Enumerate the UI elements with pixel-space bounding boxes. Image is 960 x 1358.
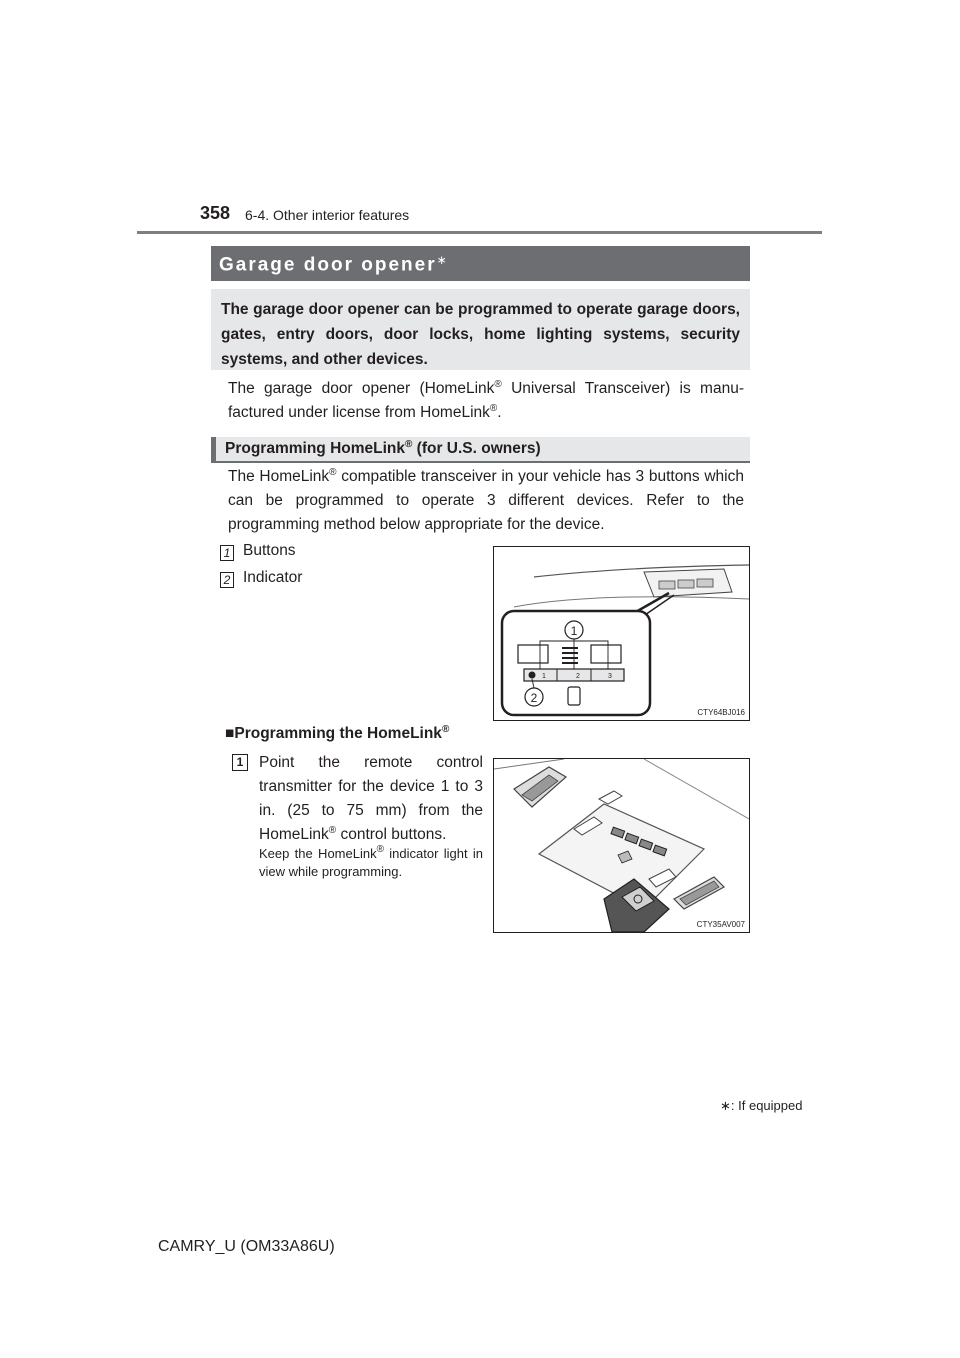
registered-mark: ®: [489, 403, 498, 414]
page-title: Garage door opener: [219, 254, 437, 276]
page-number: 358: [200, 203, 231, 223]
programming-subheading-text: Programming the HomeLink: [234, 725, 442, 742]
remote-programming-figure: [493, 758, 750, 933]
step-text-1: Point the remote control transmitter for the device 1 to 3 in. (25 to 75 mm) from the HomeLink: [259, 754, 483, 843]
intro-summary: The garage door opener can be programmed to operate garage doors, gates, entry doors, door locks, home lighting systems, security systems, and other devices.: [211, 289, 750, 370]
figure-callout-2: 2: [530, 691, 538, 705]
footnote-text: : If equipped: [730, 1098, 803, 1113]
figure-code: CTY35AV007: [696, 920, 745, 929]
figure-callout-1: 1: [570, 624, 578, 638]
callout-number: 2: [220, 572, 234, 588]
registered-mark: ®: [328, 825, 337, 836]
homelink-buttons-illustration: [494, 547, 749, 720]
programming-heading: [211, 437, 750, 463]
step-note-text-1: Keep the HomeLink: [259, 846, 377, 861]
callout-number: 1: [220, 545, 234, 561]
callout-label: Buttons: [243, 542, 296, 559]
footnote: [720, 1098, 802, 1114]
button-label-3: 3: [608, 673, 612, 680]
license-paragraph: [228, 377, 744, 425]
license-text-2: Universal Transceiver) is manu-factured under license from HomeLink: [228, 380, 744, 421]
license-text-3: .: [497, 404, 502, 421]
programming-heading-suffix: (for U.S. owners): [412, 440, 541, 457]
step-text-2: control buttons.: [336, 826, 447, 843]
callout-buttons: [220, 542, 480, 564]
registered-mark: ®: [494, 379, 502, 390]
button-label-2: 2: [576, 673, 580, 680]
footnote-asterisk: ∗: [720, 1098, 731, 1113]
programming-heading-text: Programming HomeLink: [225, 440, 405, 457]
registered-mark: ®: [405, 439, 413, 450]
license-text-1: The garage door opener (HomeLink: [228, 380, 495, 397]
transceiver-paragraph: [228, 465, 744, 537]
step-number: 1: [232, 754, 248, 771]
button-label-1: 1: [542, 673, 546, 680]
document-id: CAMRY_U (OM33A86U): [158, 1238, 335, 1255]
title-asterisk: ∗: [436, 253, 447, 267]
transceiver-text-2: compatible transceiver in your vehicle has 3 buttons which can be programmed to operate 3 different devices. Refer to the programming method below appropriate for the device.: [228, 468, 744, 533]
registered-mark: ®: [329, 467, 337, 478]
step-instruction: [259, 751, 483, 847]
programming-subheading: [225, 725, 449, 743]
header-divider: [137, 231, 822, 234]
section-label: 6-4. Other interior features: [245, 207, 410, 223]
remote-programming-illustration: [494, 759, 749, 932]
step-note-text-2: indicator light in view while programming.: [259, 846, 483, 879]
transceiver-text-1: The HomeLink: [228, 468, 330, 485]
figure-code: CTY64BJ016: [697, 708, 745, 717]
callout-indicator: [220, 569, 480, 591]
registered-mark: ®: [441, 724, 450, 735]
page-title-bar: [211, 246, 750, 281]
callout-label: Indicator: [243, 569, 303, 586]
bullet-marker: ■: [225, 725, 235, 742]
homelink-buttons-figure: [493, 546, 750, 721]
step-note: [259, 845, 483, 881]
registered-mark: ®: [376, 844, 384, 855]
